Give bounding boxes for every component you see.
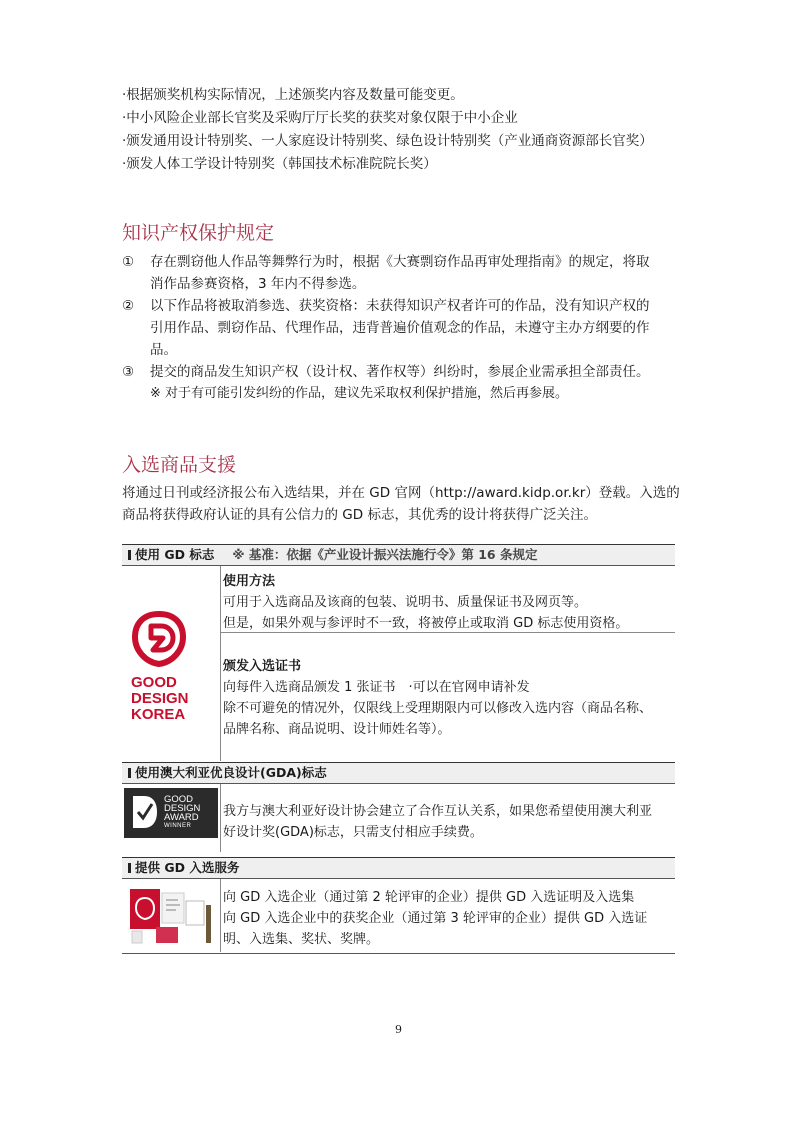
certificate-line: 品牌名称、商品说明、设计师姓名等）。 <box>223 722 451 737</box>
gd-logo-text <box>131 675 189 723</box>
table-divider <box>220 566 221 761</box>
list-item: ·中小风险企业部长官奖及采购厅厅长奖的获奖对象仅限于中小企业 <box>122 110 518 126</box>
rule-line: 消作品参赛资格，3 年内不得参选。 <box>150 276 366 292</box>
ip-rule-2 <box>122 295 692 361</box>
gda-badge-line: AWARD <box>164 812 199 823</box>
list-item: ·根据颁奖机构实际情况，上述颁奖内容及数量可能变更。 <box>122 87 464 103</box>
service-line: 向 GD 入选企业（通过第 2 轮评审的企业）提供 GD 入选证明及入选集 <box>223 890 635 905</box>
ip-rules <box>122 251 692 405</box>
rule-line: 存在剽窃他人作品等舞弊行为时，根据《大赛剽窃作品再审处理指南》的规定，将取 <box>150 254 650 270</box>
page-number: 9 <box>395 1023 402 1036</box>
certificate-title: 颁发入选证书 <box>223 659 302 674</box>
rule-line: 引用作品、剽窃作品、代理作品，违背普遍价值观念的作品，未遵守主办方纲要的作 <box>150 320 650 336</box>
logo-line: KOREA <box>131 706 186 723</box>
header-marker <box>128 863 131 873</box>
service-header <box>122 857 675 879</box>
logo-line: GOOD <box>131 674 177 691</box>
list-item: ·颁发通用设计特别奖、一人家庭设计特别奖、绿色设计特别奖（产业通商资源部长官奖） <box>122 133 653 149</box>
intro-line: 商品将获得政府认证的具有公信力的 GD 标志，其优秀的设计将获得广泛关注。 <box>122 507 597 523</box>
ip-section-title: 知识产权保护规定 <box>122 222 275 244</box>
certificate-cell <box>223 656 652 740</box>
gda-badge-line: WINNER <box>164 823 192 829</box>
ip-rule-1 <box>122 251 692 295</box>
header-marker <box>128 550 131 560</box>
gda-logo-icon <box>130 792 160 832</box>
gda-header <box>122 762 675 784</box>
certificate-line: 除不可避免的情况外，仅限线上受理期限内可以修改入选内容（商品名称、 <box>223 701 653 716</box>
list-item: ·颁发人体工学设计特别奖（韩国技术标准院院长奖） <box>122 156 437 172</box>
usage-line: 但是，如果外观与参评时不一致，将被停止或取消 GD 标志使用资格。 <box>223 616 629 631</box>
rule-line: 提交的商品发生知识产权（设计权、著作权等）纠纷时，参展企业需承担全部责任。 <box>150 364 650 380</box>
gd-mark-header-note: ※ 基准：依据《产业设计振兴法施行令》第 16 条规定 <box>232 547 538 562</box>
service-cell <box>223 887 647 950</box>
rule-line: 品。 <box>150 342 177 358</box>
service-line: 明、入选集、奖状、奖牌。 <box>223 932 380 947</box>
gd-mark-header-label: 使用 GD 标志 <box>135 547 215 562</box>
table-bottom-border <box>122 953 675 954</box>
certificate-line: 向每件入选商品颁发 1 张证书 ·可以在官网申请补发 <box>223 680 530 695</box>
rule-number: ② <box>122 298 135 314</box>
gda-badge-line: GOOD <box>164 794 194 805</box>
rule-number: ③ <box>122 364 135 380</box>
support-section-title: 入选商品支援 <box>122 454 237 476</box>
table-divider <box>220 784 221 852</box>
service-header-label: 提供 GD 入选服务 <box>135 860 240 875</box>
gda-badge-text <box>164 795 200 831</box>
rule-number: ① <box>122 254 135 270</box>
table-divider <box>220 879 221 952</box>
ip-note: ※ 对于有可能引发纠纷的作品，建议先采取权利保护措施，然后再参展。 <box>150 386 569 401</box>
gda-line: 我方与澳大利亚好设计协会建立了合作互认关系，如果您希望使用澳大利亚 <box>223 804 653 819</box>
logo-line: DESIGN <box>131 690 189 707</box>
support-intro <box>122 482 690 526</box>
header-marker <box>128 768 131 778</box>
usage-cell <box>223 571 628 634</box>
intro-line: 将通过日刊或经济报公布入选结果，并在 GD 官网（http://award.kidp.or.kr）登载。入选的 <box>122 485 680 501</box>
award-notes-list <box>122 84 722 176</box>
ip-rule-3 <box>122 361 692 383</box>
gd-mark-header <box>122 544 675 566</box>
rule-line: 以下作品将被取消参选、获奖资格：未获得知识产权者许可的作品，没有知识产权的 <box>150 298 650 314</box>
usage-title: 使用方法 <box>223 574 276 589</box>
gda-cell <box>223 801 652 843</box>
gda-badge-line: DESIGN <box>164 803 201 814</box>
gda-header-label: 使用澳大利亚优良设计(GDA)标志 <box>135 765 327 780</box>
service-line: 向 GD 入选企业中的获奖企业（通过第 3 轮评审的企业）提供 GD 入选证 <box>223 911 648 926</box>
good-design-korea-logo-icon <box>131 610 187 668</box>
usage-line: 可用于入选商品及该商的包装、说明书、质量保证书及网页等。 <box>223 595 588 610</box>
gda-line: 好设计奖(GDA)标志，只需支付相应手续费。 <box>223 825 483 840</box>
gd-service-items-image <box>126 885 214 947</box>
